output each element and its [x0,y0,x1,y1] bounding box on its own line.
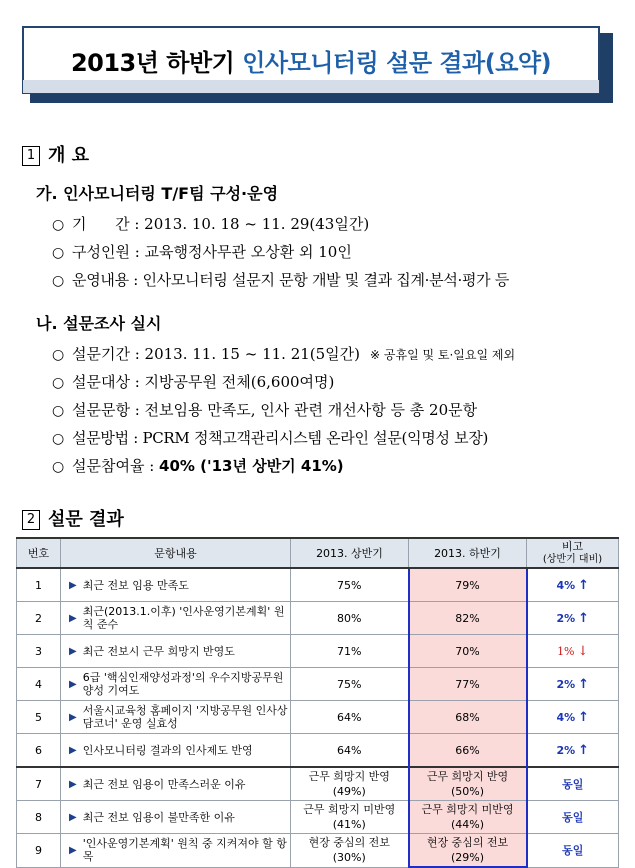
triangle-bullet-icon: ▶ [69,678,77,690]
arrow-up-icon: ↑ [578,577,590,593]
section-number-box: 1 [22,146,40,166]
cell-note: 동일 [527,801,619,834]
triangle-bullet-icon: ▶ [69,744,77,756]
cell-second-half: 79% [409,568,527,602]
cell-second-half: 66% [409,734,527,768]
period-note: ※ 공휴일 및 토·일요일 제외 [370,348,516,362]
table-row [17,734,619,768]
cell-question: ▶ 최근 전보 임용이 만족스러운 이유 [61,767,291,801]
triangle-bullet-icon: ▶ [69,711,77,723]
cell-note: 2% ↑ [527,734,619,768]
arrow-down-icon: ↓ [577,643,589,659]
section-2-heading: 2 설문 결과 [22,505,124,531]
arrow-up-icon: ↑ [578,610,590,626]
cell-second-half: 68% [409,701,527,734]
header-no: 번호 [17,538,61,568]
circle-bullet-icon: ○ [52,347,65,363]
cell-question: ▶ 최근 전보 임용 만족도 [61,568,291,602]
triangle-bullet-icon: ▶ [69,778,77,790]
cell-note: 2% ↑ [527,602,619,635]
table-row [17,668,619,701]
section-number-box: 2 [22,510,40,530]
cell-second-half: 현장 중심의 전보 (29%) [409,834,527,868]
table-row [17,602,619,635]
cell-question: ▶ 최근 전보 임용이 불만족한 이유 [61,801,291,834]
circle-bullet-icon: ○ [52,375,65,391]
cell-no: 4 [17,668,61,701]
circle-bullet-icon: ○ [52,431,65,447]
list-item: ○ 기 간 : 2013. 10. 18 ~ 11. 29(43일간) [52,215,370,233]
circle-bullet-icon: ○ [52,245,65,261]
cell-no: 3 [17,635,61,668]
title-banner-underbar [23,80,599,93]
cell-first-half: 현장 중심의 전보 (30%) [291,834,409,868]
cell-first-half: 근무 희망지 미반영 (41%) [291,801,409,834]
cell-note: 동일 [527,767,619,801]
survey-results-table [16,537,619,868]
cell-note: 동일 [527,834,619,868]
cell-no: 8 [17,801,61,834]
table-row [17,701,619,734]
arrow-up-icon: ↑ [578,676,590,692]
cell-first-half: 80% [291,602,409,635]
subsection-b-heading: 나. 설문조사 실시 [36,314,162,333]
participation-rate: 40% ('13년 상반기 41%) [159,457,344,475]
cell-question: ▶ '인사운영기본계획' 원칙 중 지켜져야 할 항목 [61,834,291,868]
cell-first-half: 64% [291,701,409,734]
triangle-bullet-icon: ▶ [69,844,77,856]
cell-second-half: 77% [409,668,527,701]
cell-no: 2 [17,602,61,635]
list-item: ○ 설문대상 : 지방공무원 전체(6,600여명) [52,373,335,391]
cell-no: 1 [17,568,61,602]
cell-first-half: 64% [291,734,409,768]
header-question: 문항내용 [61,538,291,568]
cell-first-half: 71% [291,635,409,668]
table-header-row [17,538,619,568]
cell-question: ▶ 최근(2013.1.이후) '인사운영기본계획' 원칙 준수 [61,602,291,635]
cell-first-half: 75% [291,668,409,701]
header-first-half: 2013. 상반기 [291,538,409,568]
cell-question: ▶ 최근 전보시 근무 희망지 반영도 [61,635,291,668]
subsection-a-heading: 가. 인사모니터링 T/F팀 구성·운영 [36,184,279,203]
cell-no: 6 [17,734,61,768]
table-row [17,635,619,668]
cell-question: ▶ 6급 '핵심인재양성과정'의 우수지방공무원 양성 기여도 [61,668,291,701]
table-row [17,767,619,801]
cell-note: 1% ↓ [527,635,619,668]
cell-second-half: 70% [409,635,527,668]
cell-second-half: 근무 희망지 반영 (50%) [409,767,527,801]
table-row [17,568,619,602]
header-second-half: 2013. 하반기 [409,538,527,568]
circle-bullet-icon: ○ [52,273,65,289]
circle-bullet-icon: ○ [52,403,65,419]
cell-first-half: 근무 희망지 반영 (49%) [291,767,409,801]
cell-first-half: 75% [291,568,409,602]
circle-bullet-icon: ○ [52,459,65,475]
cell-second-half: 근무 희망지 미반영 (44%) [409,801,527,834]
list-item: ○ 운영내용 : 인사모니터링 설문지 문항 개발 및 결과 집계·분석·평가 등 [52,271,510,289]
table-row [17,834,619,868]
list-item: ○ 설문참여율 : 40% ('13년 상반기 41%) [52,457,344,475]
cell-question: ▶ 서울시교육청 홈페이지 '지방공무원 인사상담코너' 운영 실효성 [61,701,291,734]
circle-bullet-icon: ○ [52,217,65,233]
list-item: ○ 설문기간 : 2013. 11. 15 ~ 11. 21(5일간) ※ 공휴일 및 토·일요일 제외 [52,345,516,363]
table-row [17,801,619,834]
triangle-bullet-icon: ▶ [69,811,77,823]
cell-second-half: 82% [409,602,527,635]
list-item: ○ 설문문항 : 전보임용 만족도, 인사 관련 개선사항 등 총 20문항 [52,401,478,419]
cell-note: 4% ↑ [527,568,619,602]
triangle-bullet-icon: ▶ [69,645,77,657]
page-title: 2013년 하반기 인사모니터링 설문 결과(요약) [70,49,552,77]
triangle-bullet-icon: ▶ [69,579,77,591]
section-1-heading: 1 개 요 [22,141,89,167]
cell-note: 2% ↑ [527,668,619,701]
cell-no: 7 [17,767,61,801]
list-item: ○ 설문방법 : PCRM 정책고객관리시스템 온라인 설문(익명성 보장) [52,429,489,447]
cell-note: 4% ↑ [527,701,619,734]
cell-question: ▶ 인사모니터링 결과의 인사제도 반영 [61,734,291,768]
triangle-bullet-icon: ▶ [69,612,77,624]
header-note: 비고 (상반기 대비) [527,538,619,568]
arrow-up-icon: ↑ [578,709,590,725]
list-item: ○ 구성인원 : 교육행정사무관 오상환 외 10인 [52,243,352,261]
cell-no: 9 [17,834,61,868]
arrow-up-icon: ↑ [578,742,590,758]
cell-no: 5 [17,701,61,734]
